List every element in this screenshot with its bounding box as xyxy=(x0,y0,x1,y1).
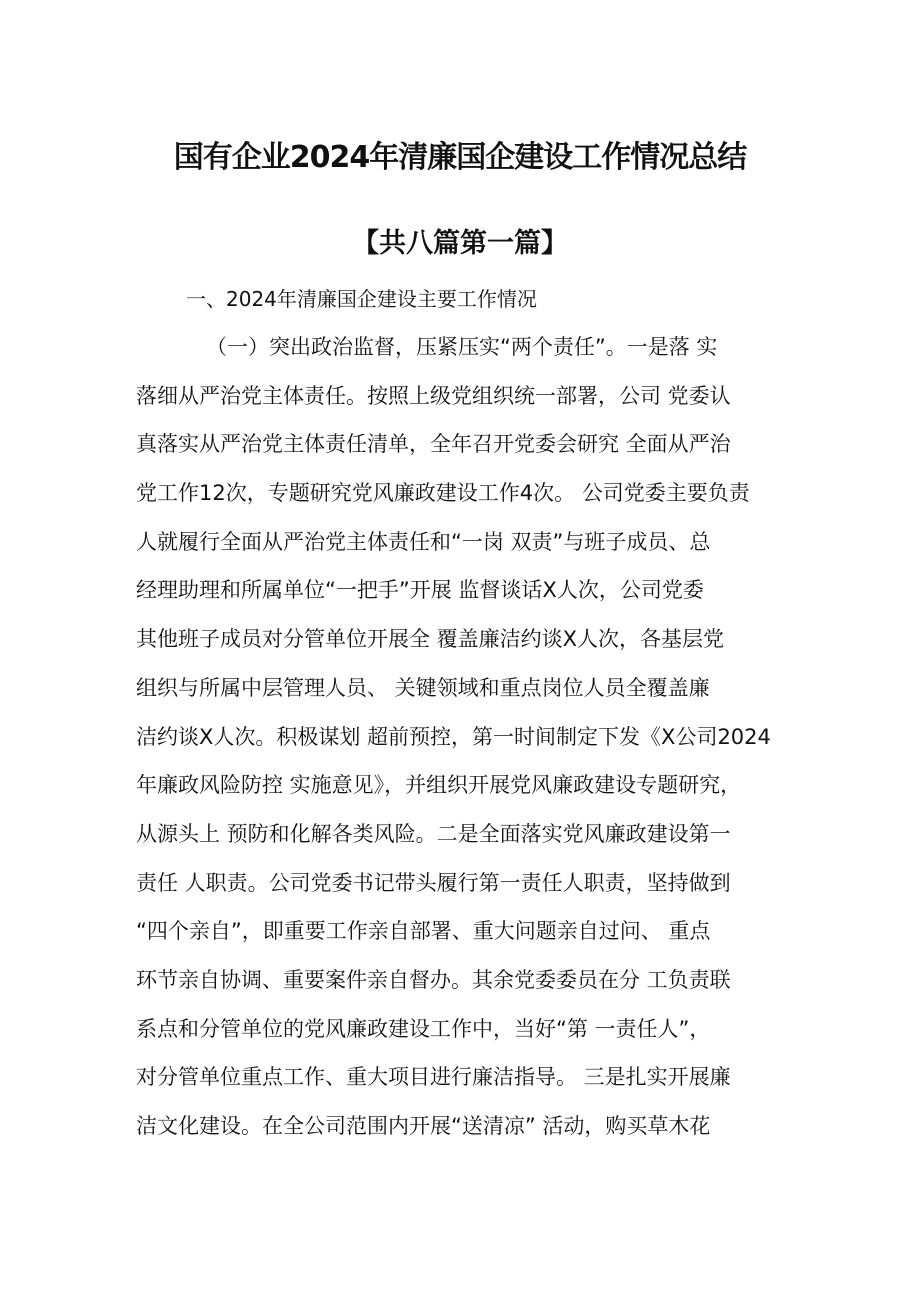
paragraph-line: “四个亲自”，即重要工作亲自部署、重大问题亲自过问、 重点 xyxy=(136,919,711,944)
paragraph-line: 经理助理和所属单位“一把手”开展 监督谈话X人次，公司党委 xyxy=(136,578,704,603)
paragraph-line: 党工作12次，专题研究党风廉政建设工作4次。 公司党委主要负责 xyxy=(136,481,750,506)
paragraph-line: 落细从严治党主体责任。按照上级党组织统一部署，公司 党委认 xyxy=(136,383,731,408)
paragraph-line: 系点和分管单位的党风廉政建设工作中，当好“第 一责任人”， xyxy=(136,1016,711,1041)
body-paragraph xyxy=(136,330,796,1158)
document-subtitle: 【共八篇第一篇】 xyxy=(352,228,568,259)
paragraph-line: 洁约谈X人次。积极谋划 超前预控，第一时间制定下发《X公司2024 xyxy=(136,724,771,749)
paragraph-line: 对分管单位重点工作、重大项目进行廉洁指导。 三是扎实开展廉 xyxy=(136,1065,731,1090)
paragraph-line: 环节亲自协调、重要案件亲自督办。其余党委委员在分 工负责联 xyxy=(136,967,731,992)
paragraph-line: 年廉政风险防控 实施意见》，并组织开展党风廉政建设专题研究， xyxy=(136,773,742,798)
paragraph-line: （一）突出政治监督，压紧压实“两个责任”。一是落 实 xyxy=(206,335,718,359)
paragraph-line: 人就履行全面从严治党主体责任和“一岗 双责”与班子成员、总 xyxy=(136,529,711,554)
paragraph-line: 组织与所属中层管理人员、 关键领域和重点岗位人员全覆盖廉 xyxy=(136,675,710,700)
document-title: 国有企业2024年清廉国企建设工作情况总结 xyxy=(173,140,747,175)
section-heading: 一、2024年清廉国企建设主要工作情况 xyxy=(186,287,537,311)
paragraph-line: 真落实从严治党主体责任清单，全年召开党委会研究 全面从严治 xyxy=(136,432,731,457)
paragraph-line: 其他班子成员对分管单位开展全 覆盖廉洁约谈X人次，各基层党 xyxy=(136,627,725,652)
paragraph-line: 责任 人职责。公司党委书记带头履行第一责任人职责，坚持做到 xyxy=(136,870,731,895)
paragraph-line: 洁文化建设。在全公司范围内开展“送清凉” 活动，购买草木花 xyxy=(136,1114,711,1138)
paragraph-line: 从源头上 预防和化解各类风险。二是全面落实党风廉政建设第一 xyxy=(136,821,731,846)
